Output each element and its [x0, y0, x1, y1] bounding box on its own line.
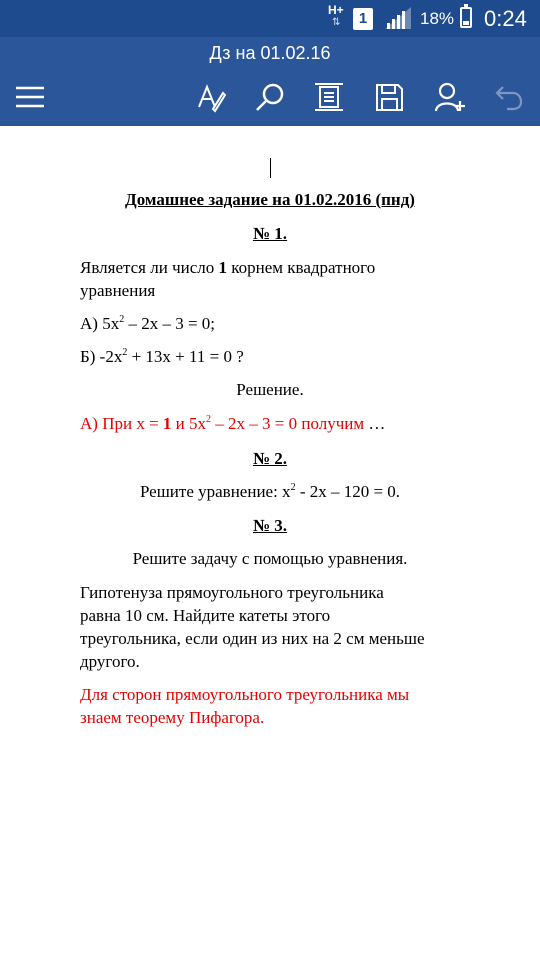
- task3-problem-line: равна 10 см. Найдите катеты этого: [80, 606, 331, 625]
- text-format-icon[interactable]: [193, 79, 229, 115]
- document-title: Дз на 01.02.16: [209, 43, 331, 63]
- task1-equation-b: Б) $-2x^2 + 13x + 11 = 0$ ?: [80, 347, 244, 366]
- share-icon[interactable]: [432, 79, 468, 115]
- task3-problem-line: треугольника, если один из них на 2 см меньше: [80, 629, 425, 648]
- task3-instruction: Решите задачу с помощью уравнения.: [132, 549, 408, 568]
- solution-label: Решение.: [236, 380, 304, 399]
- task3-hint-line: знаем теорему Пифагора.: [80, 708, 265, 727]
- clock: 0:24: [484, 6, 527, 31]
- text-cursor: [270, 158, 271, 178]
- data-activity-icon: ⇅: [332, 17, 341, 28]
- signal-strength-icon: [385, 7, 411, 29]
- battery-percentage: 18%: [420, 9, 455, 28]
- network-type-indicator: H+: [328, 3, 344, 17]
- sim-icon: 1: [353, 8, 373, 30]
- task3-hint-line: Для сторон прямоугольного треугольника мы: [80, 685, 410, 704]
- undo-icon[interactable]: [491, 79, 527, 115]
- task2-number: № 2.: [252, 449, 288, 468]
- task2-equation: Решите уравнение: $x^2 - 2x - 120 = 0$.: [139, 482, 401, 501]
- menu-icon[interactable]: [12, 79, 48, 115]
- task1-equation-a: А) $5x^2 - 2x - 3 = 0$;: [80, 314, 216, 333]
- search-icon[interactable]: [252, 79, 288, 115]
- save-icon[interactable]: [371, 79, 407, 115]
- app-toolbar: [0, 37, 540, 126]
- task3-problem-line: другого.: [80, 652, 140, 671]
- battery-icon: [460, 7, 472, 28]
- task1-solution: А) При x = 1 и $5x^2 - 2x - 3 = 0$ получим …: [80, 414, 386, 433]
- task3-problem-line: Гипотенуза прямоугольного треугольника: [80, 583, 384, 602]
- task1-number: № 1.: [252, 224, 288, 243]
- task3-number: № 3.: [252, 516, 288, 535]
- document-heading: Домашнее задание на 01.02.2016 (пнд): [125, 190, 415, 209]
- task1-question: Является ли число 1 корнем квадратного: [80, 258, 376, 277]
- document-page[interactable]: [0, 126, 540, 960]
- status-bar: [0, 0, 540, 37]
- fit-page-icon[interactable]: [311, 79, 347, 115]
- task1-question-line2: уравнения: [80, 281, 156, 300]
